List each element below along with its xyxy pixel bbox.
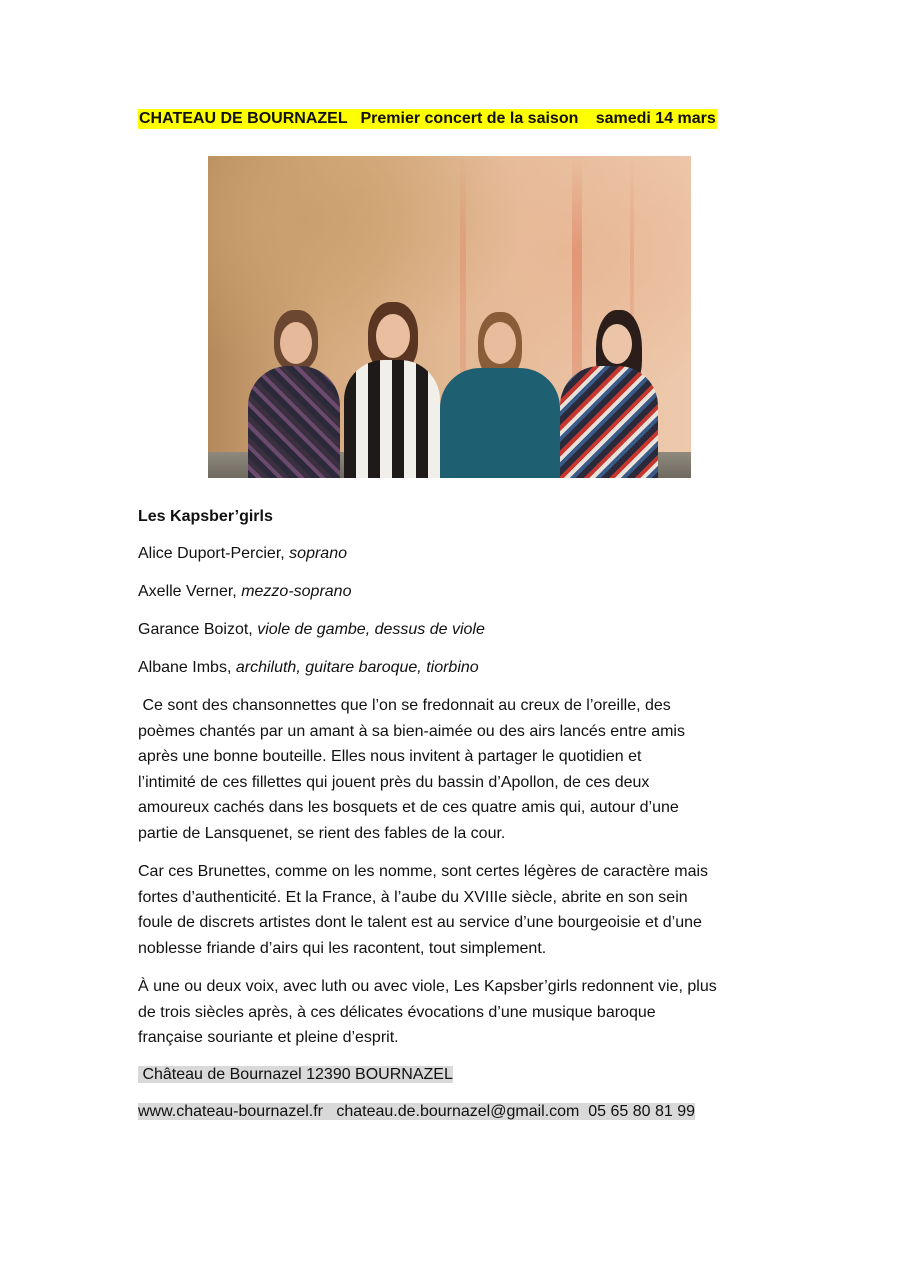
- paragraph-line: foule de discrets artistes dont le talent est au service d’une bourgeoisie et d’une: [138, 914, 702, 931]
- paragraph-line: À une ou deux voix, avec luth ou avec viole, Les Kapsber’girls redonnent vie, plus: [138, 978, 717, 995]
- ensemble-photo: [208, 156, 691, 478]
- paragraph-line: de trois siècles après, à ces délicates évocations d’une musique baroque: [138, 1003, 656, 1021]
- paragraph-line: Car ces Brunettes, comme on les nomme, sont certes légères de caractère mais: [138, 863, 709, 880]
- contact-line: [138, 1101, 695, 1123]
- musician-figure: [560, 310, 658, 478]
- description-paragraph-2: [138, 859, 770, 961]
- paragraph-line: noblesse friande d’airs qui les racontent, tout simplement.: [138, 939, 547, 957]
- title-venue: CHATEAU DE BOURNAZEL: [139, 110, 348, 127]
- member-line: [138, 544, 347, 564]
- title-event: Premier concert de la saison: [360, 110, 579, 127]
- member-line: [138, 658, 479, 678]
- address-text: Château de Bournazel 12390 BOURNAZEL: [138, 1066, 453, 1083]
- member-role: soprano: [289, 545, 347, 562]
- member-name: Alice Duport-Percier,: [138, 545, 285, 562]
- title-date: samedi 14 mars: [595, 110, 716, 127]
- paragraph-line: partie de Lansquenet, se rient des fables de la cour.: [138, 824, 506, 842]
- description-paragraph-1: [138, 693, 770, 846]
- description-paragraph-3: [138, 974, 770, 1051]
- website-link[interactable]: www.chateau-bournazel.fr: [138, 1103, 323, 1120]
- musician-figure: [248, 310, 340, 478]
- event-title: [138, 108, 717, 129]
- paragraph-line: française souriante et pleine d’esprit.: [138, 1029, 399, 1046]
- paragraph-line: après une bonne bouteille. Elles nous invitent à partager le quotidien et: [138, 748, 642, 765]
- phone-number: 05 65 80 81 99: [588, 1103, 696, 1120]
- member-role: archiluth, guitare baroque, tiorbino: [235, 659, 479, 676]
- member-name: Albane Imbs,: [138, 659, 232, 676]
- ensemble-name: Les Kapsber’girls: [138, 508, 273, 525]
- venue-address: [138, 1064, 453, 1086]
- member-line: [138, 582, 351, 602]
- paragraph-line: Ce sont des chansonnettes que l’on se fredonnait au creux de l’oreille, des: [138, 697, 671, 714]
- member-role: mezzo-soprano: [241, 583, 352, 600]
- paragraph-line: poèmes chantés par un amant à sa bien-aimée ou des airs lancés entre amis: [138, 722, 685, 740]
- member-role: viole de gambe, dessus de viole: [257, 621, 485, 638]
- member-name: Axelle Verner,: [138, 583, 237, 600]
- musician-figure: [342, 302, 440, 478]
- paragraph-line: l’intimité de ces fillettes qui jouent près du bassin d’Apollon, de ces deux: [138, 773, 650, 791]
- member-line: [138, 620, 485, 640]
- email-link[interactable]: chateau.de.bournazel@gmail.com: [336, 1103, 580, 1120]
- paragraph-line: amoureux cachés dans les bosquets et de ces quatre amis qui, autour d’une: [138, 799, 679, 816]
- musician-figure: [440, 312, 560, 478]
- paragraph-line: fortes d’authenticité. Et la France, à l’aube du XVIIIe siècle, abrite en son sein: [138, 888, 688, 906]
- member-name: Garance Boizot,: [138, 621, 253, 638]
